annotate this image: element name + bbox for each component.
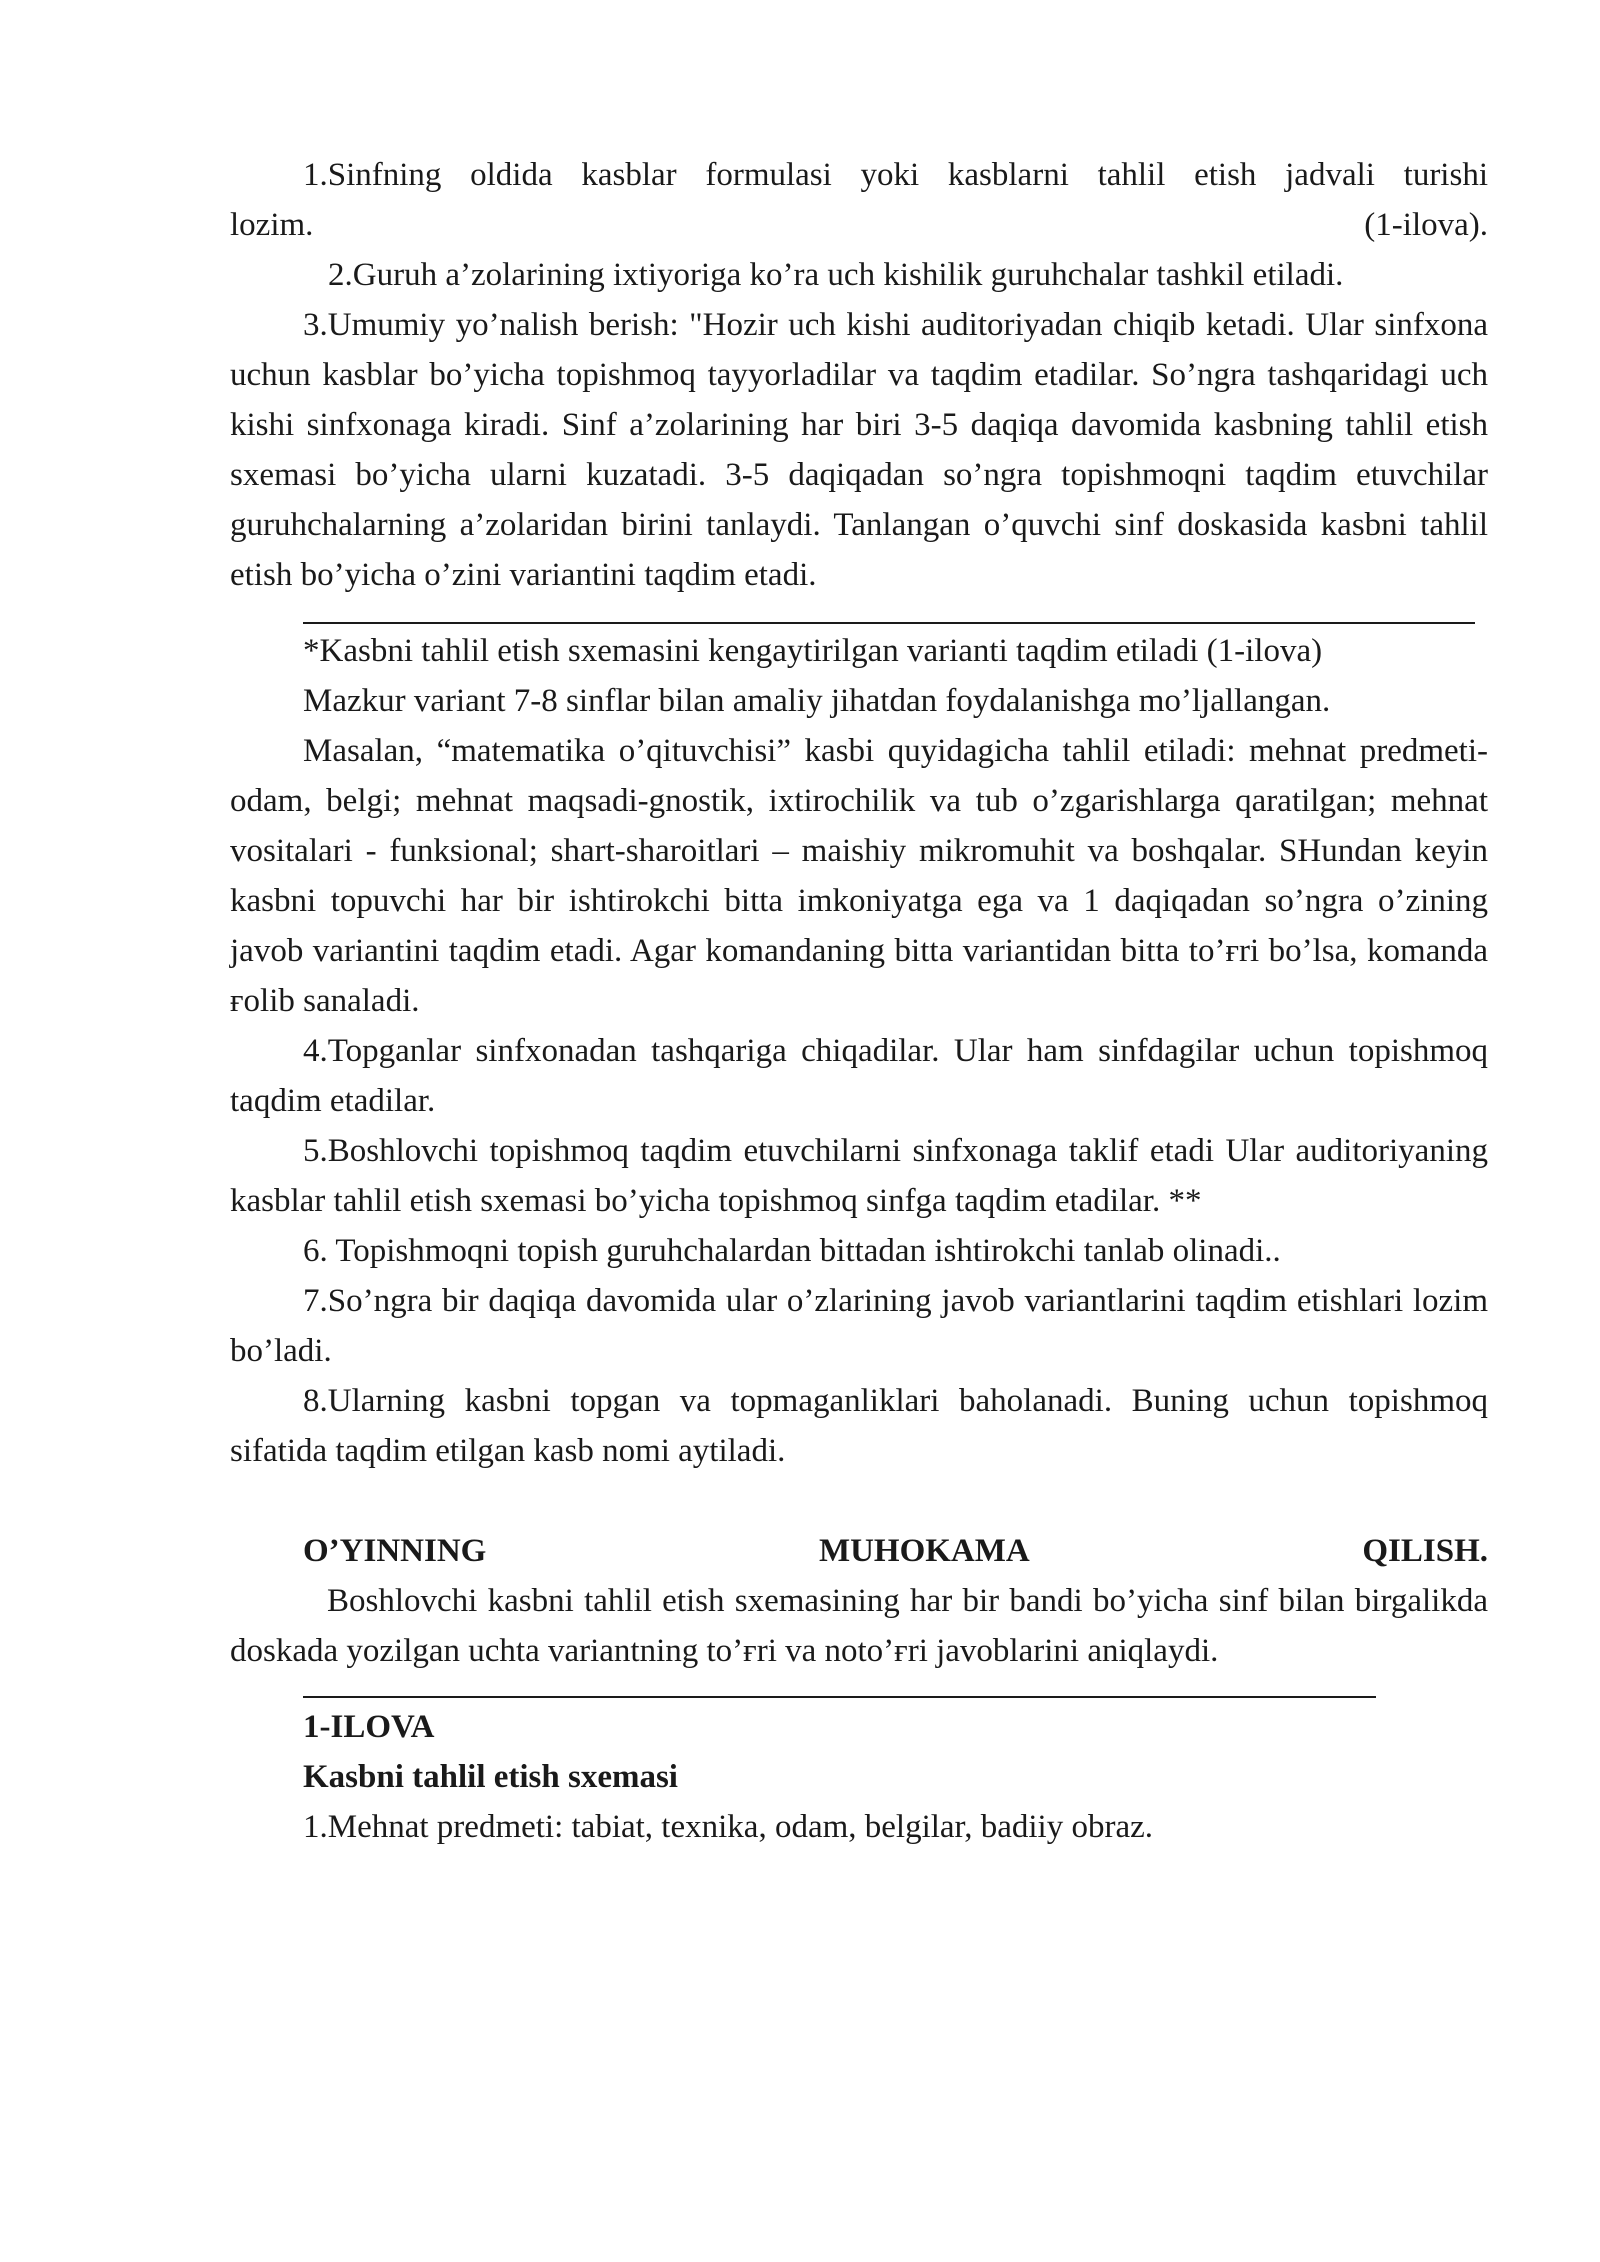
step-8: 8.Ularning kasbni topgan va topmaganliklari baholanadi. Buning uchun topishmoq sifatida taqdim etilgan kasb nomi aytiladi. xyxy=(230,1383,1488,1469)
step-6: 6. Topishmoqni topish guruhchalardan bittadan ishtirokchi tanlab olinadi.. xyxy=(303,1233,1281,1269)
discussion-heading-word-3: QILISH. xyxy=(1362,1533,1488,1569)
footnote-example: Masalan, “matematika o’qituvchisi” kasbi quyidagicha tahlil etiladi: mehnat predmeti-odam, belgi; mehnat maqsadi-gnostik, ixtirochilik va tub o’zgarishlarga qaratilgan; mehnat vositalari - funksional; shart-sharoitlari – maishiy mikromuhit va boshqalar. SHundan keyin kasbni topuvchi har bir ishtirokchi bitta imkoniyatga ega va 1 daqiqadan so’ngra o’zining javob variantini taqdim etadi. Agar komandaning bitta variantidan bitta to’ғri bo’lsa, komanda ғolib sanaladi. xyxy=(230,733,1488,1019)
footnote-separator xyxy=(303,622,1475,624)
paragraph-2: 2.Guruh a’zolarining ixtiyoriga ko’ra uch kishilik guruhchalar tashkil etiladi. xyxy=(328,257,1344,293)
step-7: 7.So’ngra bir daqiqa davomida ular o’zlarining javob variantlarini taqdim etishlari lozim bo’ladi. xyxy=(230,1283,1488,1369)
discussion-heading-word-2: MUHOKAMA xyxy=(818,1533,1030,1569)
paragraph-1-text: 1.Sinfning oldida kasblar formulasi yoki kasblarni tahlil etish jadvali turishi xyxy=(303,157,1488,193)
appendix-separator xyxy=(303,1696,1376,1698)
appendix-item-1: 1.Mehnat predmeti: tabiat, texnika, odam, belgilar, badiiy obraz. xyxy=(303,1809,1153,1845)
paragraph-3: 3.Umumiy yo’nalish berish: "Hozir uch kishi auditoriyadan chiqib ketadi. Ular sinfxona uchun kasblar bo’yicha topishmoq tayyorladilar va taqdim etadilar. So’ngra tashqaridagi uch kishi sinfxonaga kiradi. Sinf a’zolarining har biri 3-5 daqiqa davomida kasbning tahlil etish sxemasi bo’yicha ularni kuzatadi. 3-5 daqiqadan so’ngra topishmoqni taqdim etuvchilar guruhchalarning a’zolaridan birini tanlaydi. Tanlangan o’quvchi sinf doskasida kasbni tahlil etish bo’yicha o’zini variantini taqdim etadi. xyxy=(230,307,1488,593)
paragraph-1 xyxy=(230,150,1488,200)
appendix-title: 1-ILOVA xyxy=(303,1709,435,1745)
step-5: 5.Boshlovchi topishmoq taqdim etuvchilarni sinfxonaga taklif etadi Ular auditoriyaning kasblar tahlil etish sxemasi bo’yicha topishmoq sinfga taqdim etadilar. ** xyxy=(230,1133,1488,1219)
paragraph-1-appendix-ref: (1-ilova). xyxy=(1364,207,1488,243)
paragraph-1-end-line xyxy=(230,200,1488,250)
appendix-subtitle: Kasbni tahlil etish sxemasi xyxy=(303,1759,678,1795)
step-4: 4.Topganlar sinfxonadan tashqariga chiqadilar. Ular ham sinfdagilar uchun topishmoq taqdim etadilar. xyxy=(230,1033,1488,1119)
document-page xyxy=(230,150,1488,1852)
footnote-line-2: Mazkur variant 7-8 sinflar bilan amaliy jihatdan foydalanishga mo’ljallangan. xyxy=(303,683,1331,719)
discussion-heading-word-1: O’YINNING xyxy=(303,1533,487,1569)
discussion-text: Boshlovchi kasbni tahlil etish sxemasining har bir bandi bo’yicha sinf bilan birgalikda doskada yozilgan uchta variantning to’ғri va noto’ғri javoblarini aniqlaydi. xyxy=(230,1583,1488,1669)
footnote-line-1: *Kasbni tahlil etish sxemasini kengaytirilgan varianti taqdim etiladi (1-ilova) xyxy=(303,633,1323,669)
discussion-heading xyxy=(230,1526,1488,1576)
paragraph-1-end-left: lozim. xyxy=(230,207,314,243)
